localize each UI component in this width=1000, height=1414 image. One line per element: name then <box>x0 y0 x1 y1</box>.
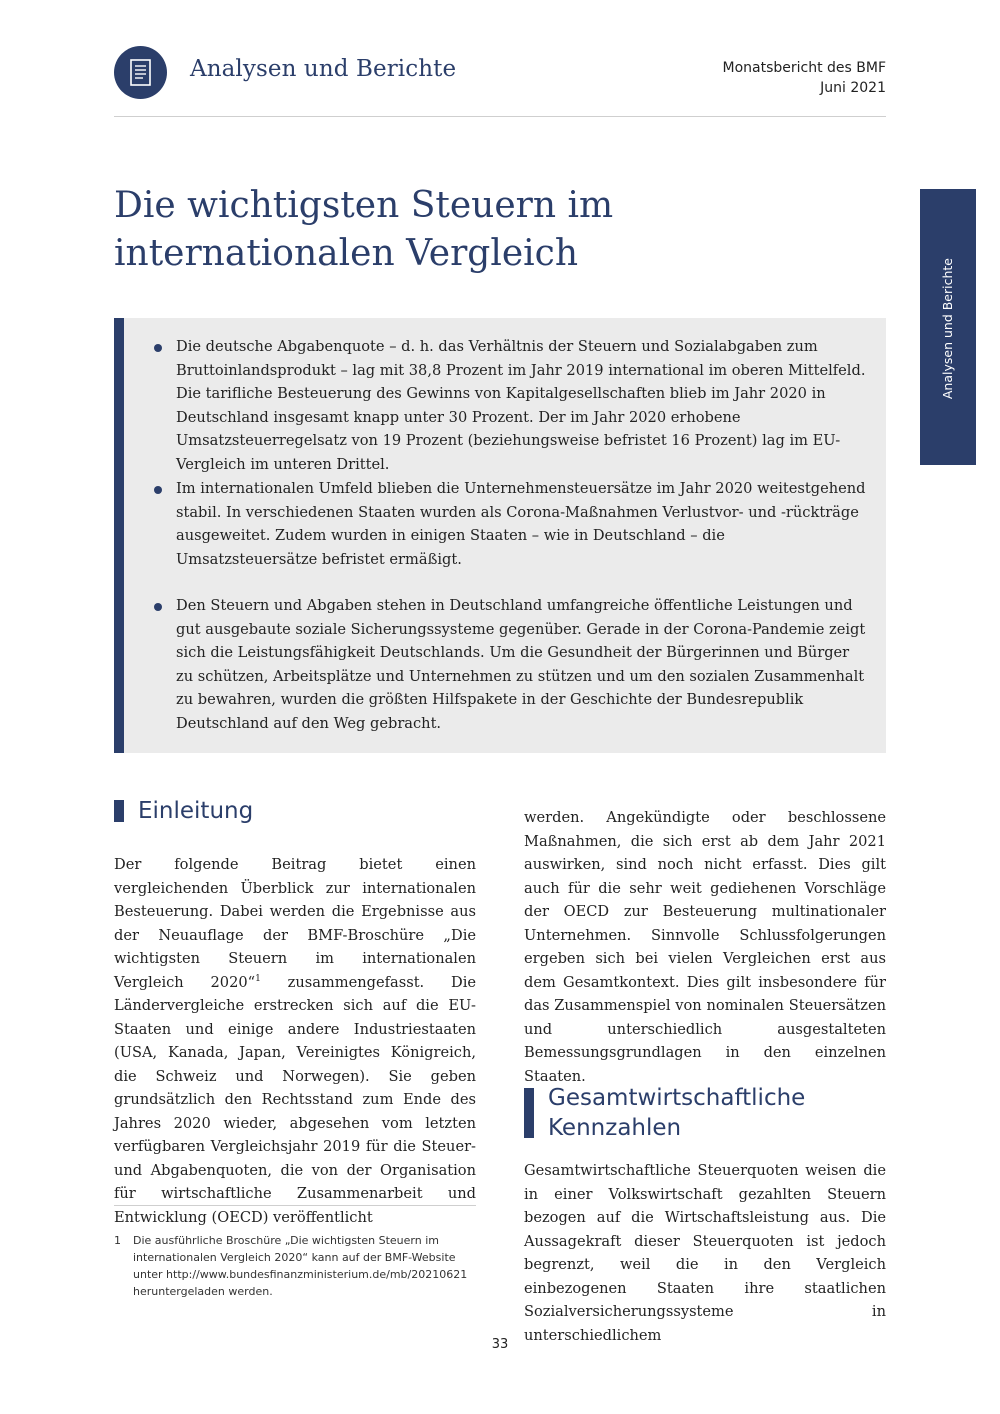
footnote-text: Die ausführliche Broschüre „Die wichtigsten Steuern im internationalen Vergleich 2020“ kann auf der BMF-Website unter http://www.bundesfinanzministerium.de/mb/20210621 heruntergeladen werden. <box>133 1234 468 1298</box>
heading-marker <box>114 800 124 822</box>
summary-bullet: Im internationalen Umfeld blieben die Unternehmensteuersätze im Jahr 2020 weitestgehend stabil. In verschiedenen Staaten wurden als Corona-Maßnahmen Verlustvor- und -rückträge ausgeweitet. Zudem wurden in einigen Staaten – wie in Deutschland – die Umsatzsteuersätze befristet ermäßigt. <box>176 480 866 568</box>
section-label: Analysen und Berichte <box>190 56 457 82</box>
report-name: Monatsbericht des BMF <box>722 60 886 76</box>
footnote-number: 1 <box>114 1234 121 1247</box>
left-column <box>114 853 476 1229</box>
summary-bullet: Die deutsche Abgabenquote – d. h. das Verhältnis der Steuern und Sozialabgaben zum Bruttoinlandsprodukt – lag mit 38,8 Prozent im Jahr 2019 international im oberen Mittelfeld. Die tarifliche Besteuerung des Gewinns von Kapitalgesellschaften blieb im Jahr 2020 in Deutschland insgesamt knapp unter 30 Prozent. Der im Jahr 2020 erhobene Umsatzsteuerregelsatz von 19 Prozent (beziehungsweise befristet 16 Prozent) lag im EU-Vergleich im unteren Drittel. <box>176 338 866 473</box>
report-meta <box>722 58 886 98</box>
report-date: Juni 2021 <box>820 80 886 96</box>
body-paragraph: werden. Angekündigte oder beschlossene Maßnahmen, die sich erst ab dem Jahr 2021 auswirken, sind noch nicht erfasst. Dies gilt auch für die sehr weit gediehenen Vorschläge der OECD zur Besteuerung multinationaler Unternehmen. Sinnvolle Schlussfolgerungen ergeben sich bei vielen Vergleichen erst aus dem Gesamtkontext. Dies gilt insbesondere für das Zusammenspiel von nominalen Steuersätzen und unterschiedlich ausgestalteten Bemessungsgrundlagen in den einzelnen Staaten. <box>524 809 886 1085</box>
document-icon <box>114 46 167 99</box>
section-heading-einleitung: Einleitung <box>138 798 254 824</box>
footnote-ref[interactable]: 1 <box>255 973 261 984</box>
bullet-icon <box>154 486 162 494</box>
right-column-section2 <box>524 1159 886 1347</box>
bullet-icon <box>154 344 162 352</box>
right-column-continuation <box>524 806 886 1088</box>
side-tab-label: Analysen und Berichte <box>940 258 955 400</box>
section-heading-kennzahlen: Gesamtwirtschaftliche Kennzahlen <box>548 1085 806 1141</box>
header-divider <box>114 116 886 117</box>
heading-marker <box>524 1088 534 1138</box>
summary-box <box>114 318 886 753</box>
side-tab <box>920 189 976 465</box>
summary-bullet: Den Steuern und Abgaben stehen in Deutschland umfangreiche öffentliche Leistungen und gut ausgebaute soziale Sicherungssysteme gegenüber. Gerade in der Corona-Pandemie zeigt sich die Leistungsfähigkeit Deutschlands. Um die Gesundheit der Bürgerinnen und Bürger zu schützen, Arbeitsplätze und Unternehmen zu stützen und um den sozialen Zusammenhalt zu bewahren, wurden die größten Hilfspakete in der Geschichte der Bundesrepublik Deutschland auf den Weg gebracht. <box>176 597 866 732</box>
body-paragraph: Der folgende Beitrag bietet einen vergleichenden Überblick zur internationalen Besteuerung. Dabei werden die Ergebnisse aus der Neuauflage der BMF-Broschüre „Die wichtigsten Steuern im internationalen Vergleich 2020“$^1$ zusammengefasst. Die Ländervergleiche erstrecken sich auf die EU-Staaten und einige andere Industriestaaten (USA, Kanada, Japan, Vereinigtes Königreich, die Schweiz und Norwegen). Sie geben grundsätzlich den Rechtsstand zum Ende des Jahres 2020 wieder, abgesehen vom letzten verfügbaren Vergleichsjahr 2019 für die Steuer- und Abgabenquoten, die von der Organisation für wirtschaftliche Zusammenarbeit und Entwicklung (OECD) veröffentlicht <box>114 856 477 1226</box>
page-title: Die wichtigsten Steuern im internationalen Vergleich <box>114 185 614 274</box>
footnote-divider <box>114 1205 476 1206</box>
bullet-icon <box>154 603 162 611</box>
body-paragraph: Gesamtwirtschaftliche Steuerquoten weisen die in einer Volkswirtschaft gezahlten Steuern bezogen auf die Wirtschaftsleistung aus. Die Aussagekraft dieser Steuerquoten ist jedoch begrenzt, weil die in den Vergleich einbezogenen Staaten ihre staatlichen Sozialversicherungssysteme in unterschiedlichem <box>524 1162 886 1344</box>
page-number: 33 <box>491 1337 509 1352</box>
